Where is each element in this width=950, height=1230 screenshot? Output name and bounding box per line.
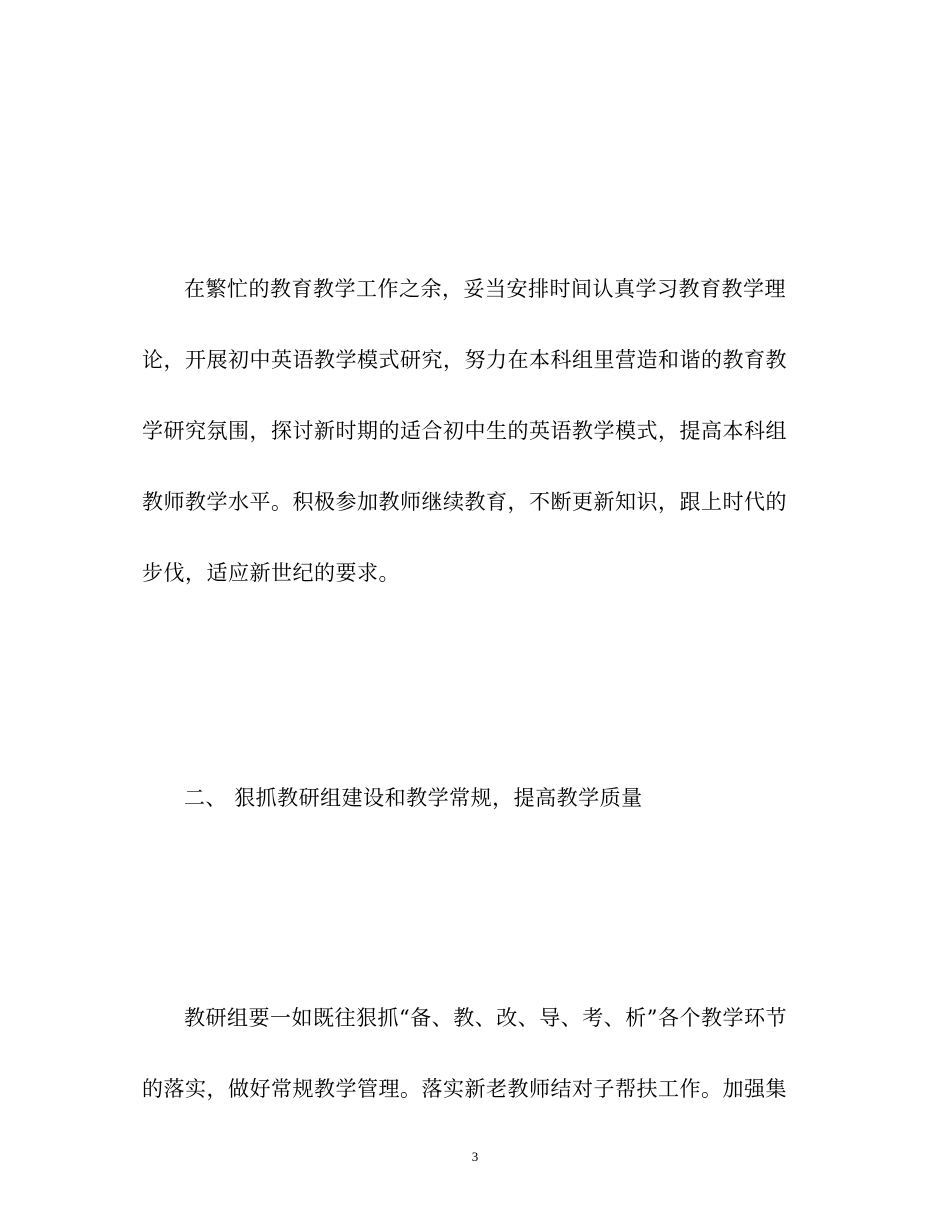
paragraph-1-line-4: 教师教学水平。积极参加教师继续教育，不断更新知识，跟上时代的 — [142, 490, 787, 514]
paragraph-1-line-2: 论，开展初中英语教学模式研究，努力在本科组里营造和谐的教育教 — [142, 348, 787, 372]
page-number: 3 — [471, 1149, 479, 1164]
paragraph-2-line-1: 教研组要一如既往狠抓“备、教、改、导、考、析”各个教学环节 — [184, 1006, 787, 1030]
paragraph-1-line-1: 在繁忙的教育教学工作之余，妥当安排时间认真学习教育教学理 — [184, 277, 786, 301]
paragraph-1-line-5: 步伐，适应新世纪的要求。 — [142, 561, 400, 585]
paragraph-1-line-3: 学研究氛围，探讨新时期的适合初中生的英语教学模式，提高本科组 — [142, 419, 787, 443]
paragraph-2-line-2: 的落实，做好常规教学管理。落实新老教师结对子帮扶工作。加强集 — [142, 1077, 787, 1101]
section-heading: 二、 狠抓教研组建设和教学常规，提高教学质量 — [184, 786, 643, 810]
